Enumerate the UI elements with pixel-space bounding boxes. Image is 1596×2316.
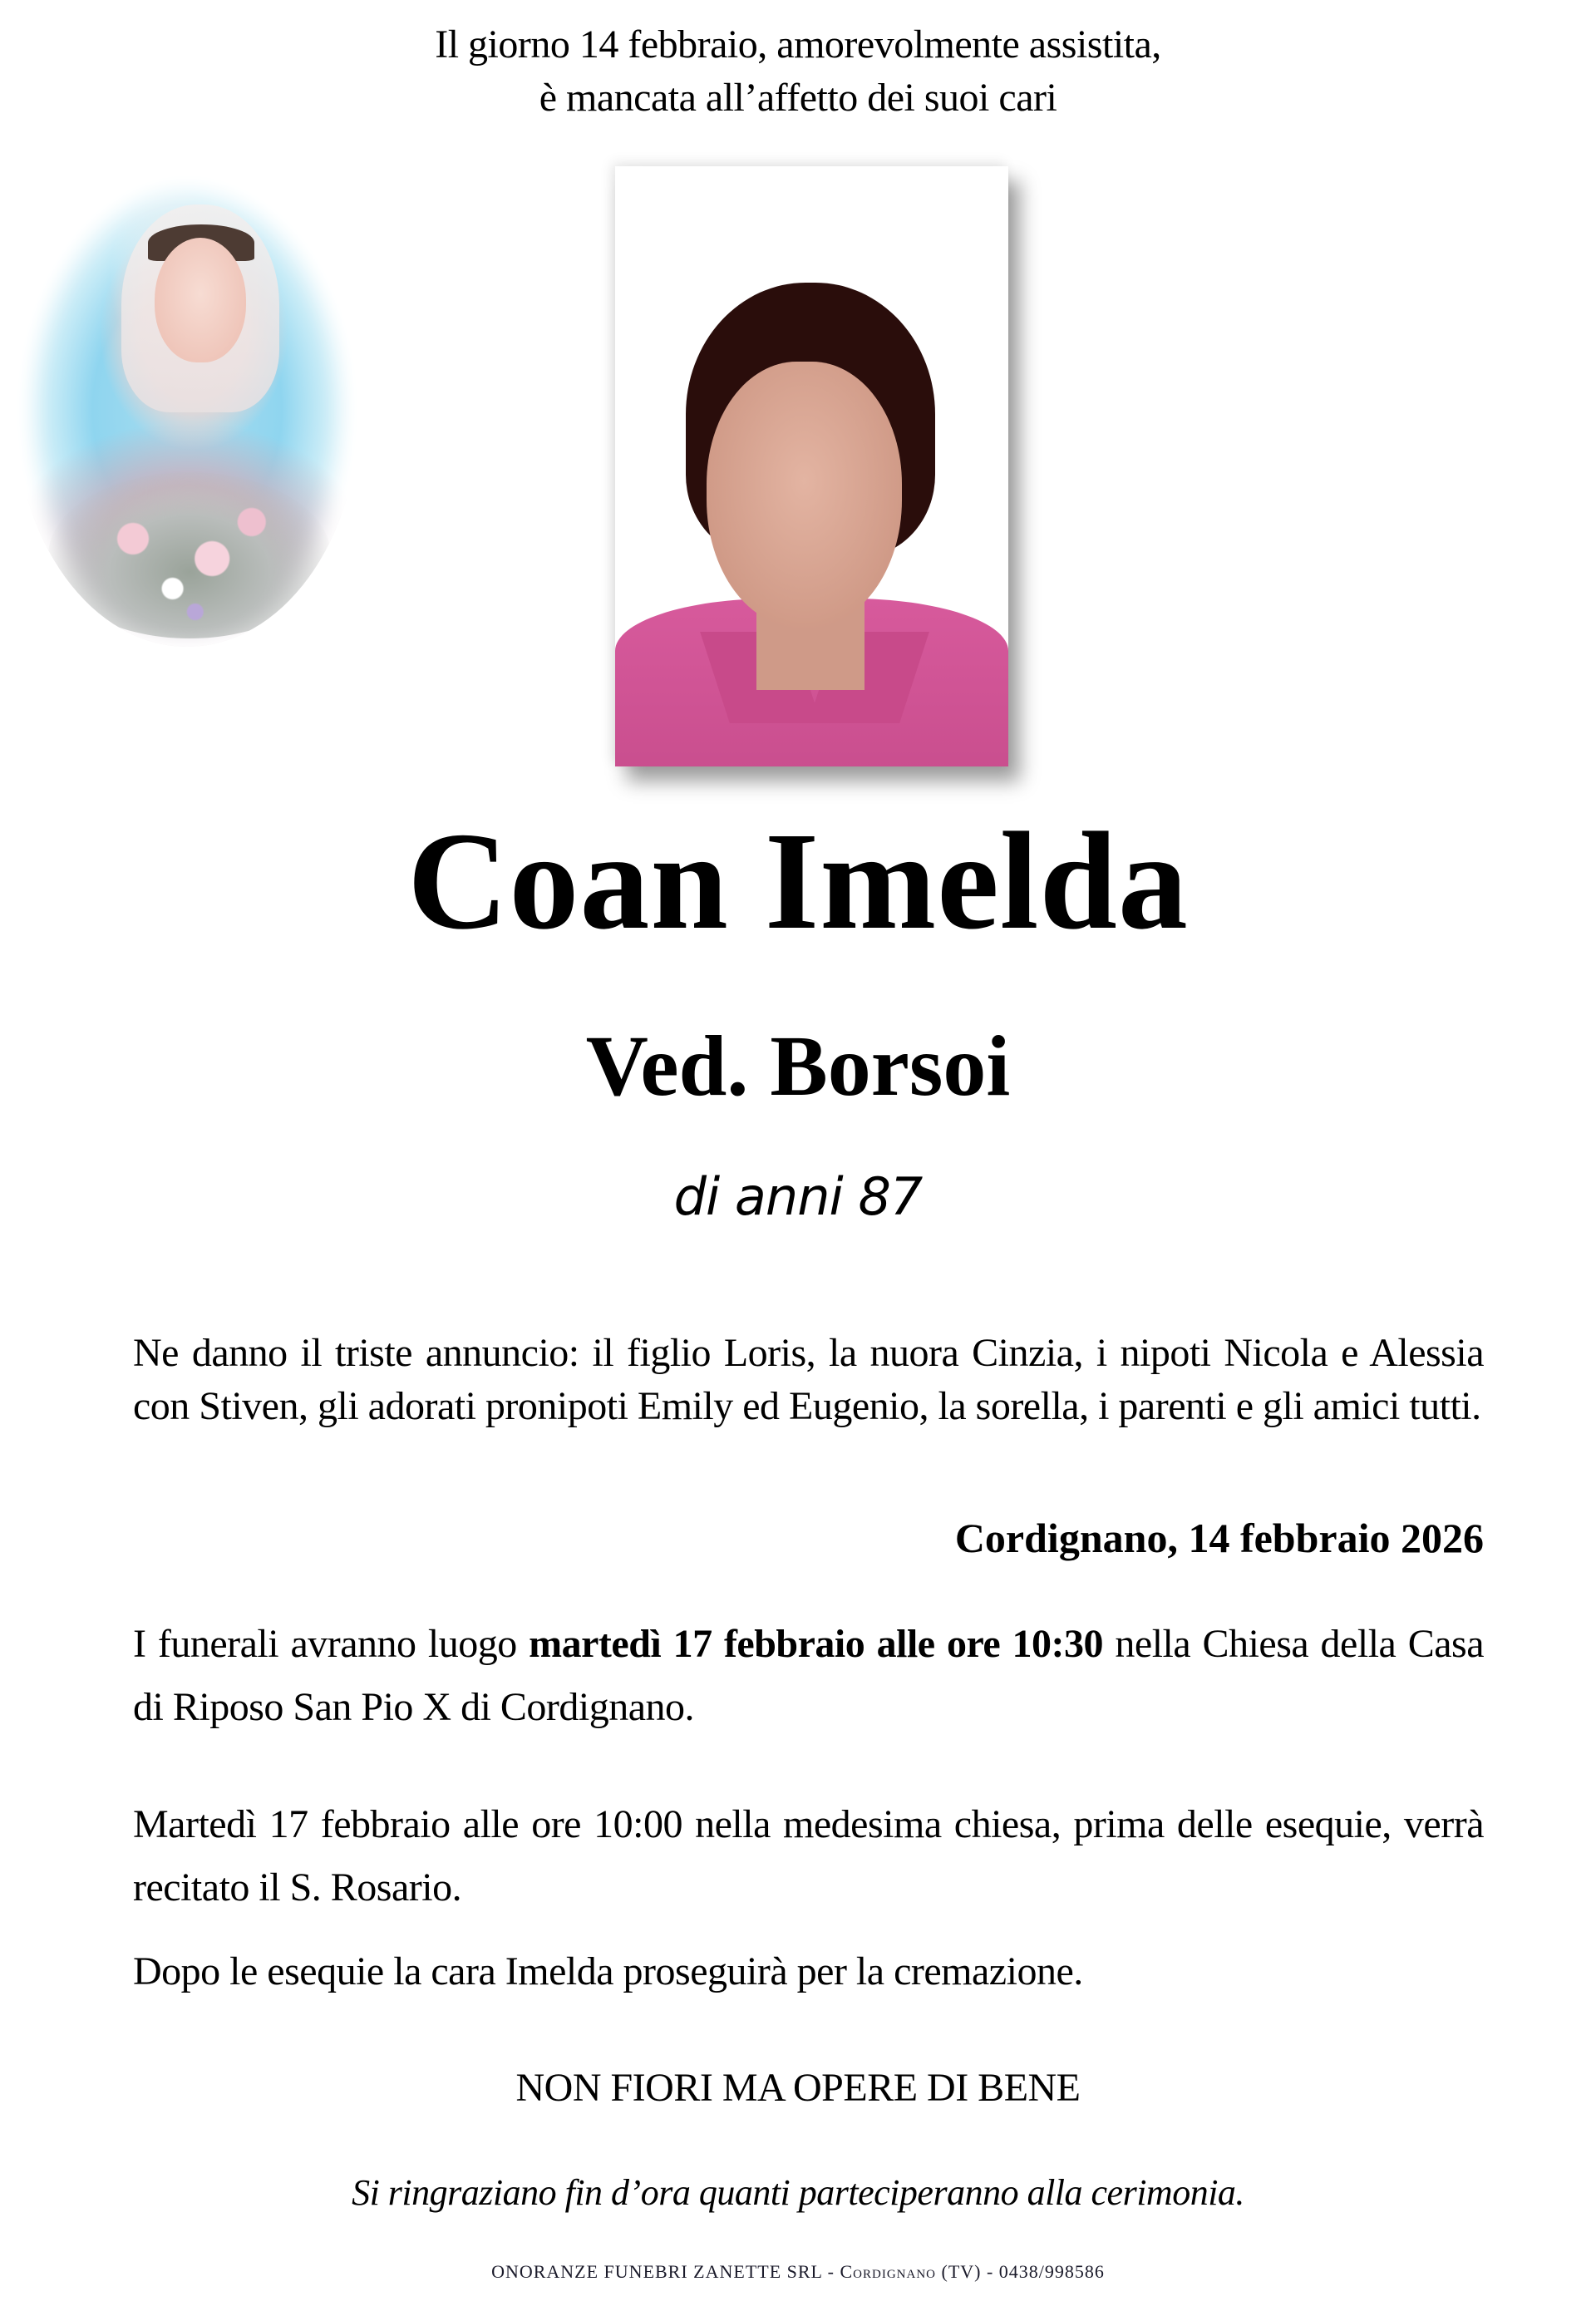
intro-text: [0, 18, 1596, 125]
married-name: Ved. Borsoi: [585, 1018, 1011, 1114]
deceased-name: Coan Imelda: [407, 804, 1189, 958]
funeral-datetime: martedì 17 febbraio alle ore 10:30: [529, 1622, 1104, 1666]
cremation-paragraph: Dopo le esequie la cara Imelda proseguirà per la cremazione.: [133, 1949, 1083, 1993]
lily-flowers-icon: [48, 472, 331, 638]
age-label: di anni 87: [673, 1166, 923, 1227]
face-shape: [155, 238, 246, 362]
place-date: Cordignano, 14 febbraio 2026: [954, 1515, 1484, 1561]
funeral-prefix: I funerali avranno luogo: [133, 1622, 530, 1666]
intro-line-1: Il giorno 14 febbraio, amorevolmente assistita,: [435, 22, 1161, 67]
funeral-home-footer: ONORANZE FUNEBRI ZANETTE SRL - Cordignano (TV) - 0438/998586: [491, 2261, 1105, 2282]
intro-line-2: è mancata all’affetto dei suoi cari: [539, 76, 1057, 120]
funeral-suffix: nella Chiesa della Casa di Riposo San Pio X di Cordignano.: [133, 1622, 1484, 1729]
madonna-oval-icon: [15, 173, 359, 647]
face-shape: [707, 362, 902, 628]
deceased-portrait-photo: [615, 166, 1008, 766]
thanks-note: Si ringraziano fin d’ora quanti parteciperanno alla cerimonia.: [352, 2172, 1244, 2213]
funeral-paragraph: [133, 1613, 1484, 1739]
no-flowers-request: NON FIORI MA OPERE DI BENE: [515, 2066, 1081, 2110]
rosary-paragraph: Martedì 17 febbraio alle ore 10:00 nella medesima chiesa, prima delle esequie, verrà recitato il S. Rosario.: [133, 1802, 1484, 1909]
announcement-paragraph: Ne danno il triste annuncio: il figlio Loris, la nuora Cinzia, i nipoti Nicola e Alessia con Stiven, gli adorati pronipoti Emily ed Eugenio, la sorella, i parenti e gli amici tutti.: [133, 1331, 1484, 1428]
